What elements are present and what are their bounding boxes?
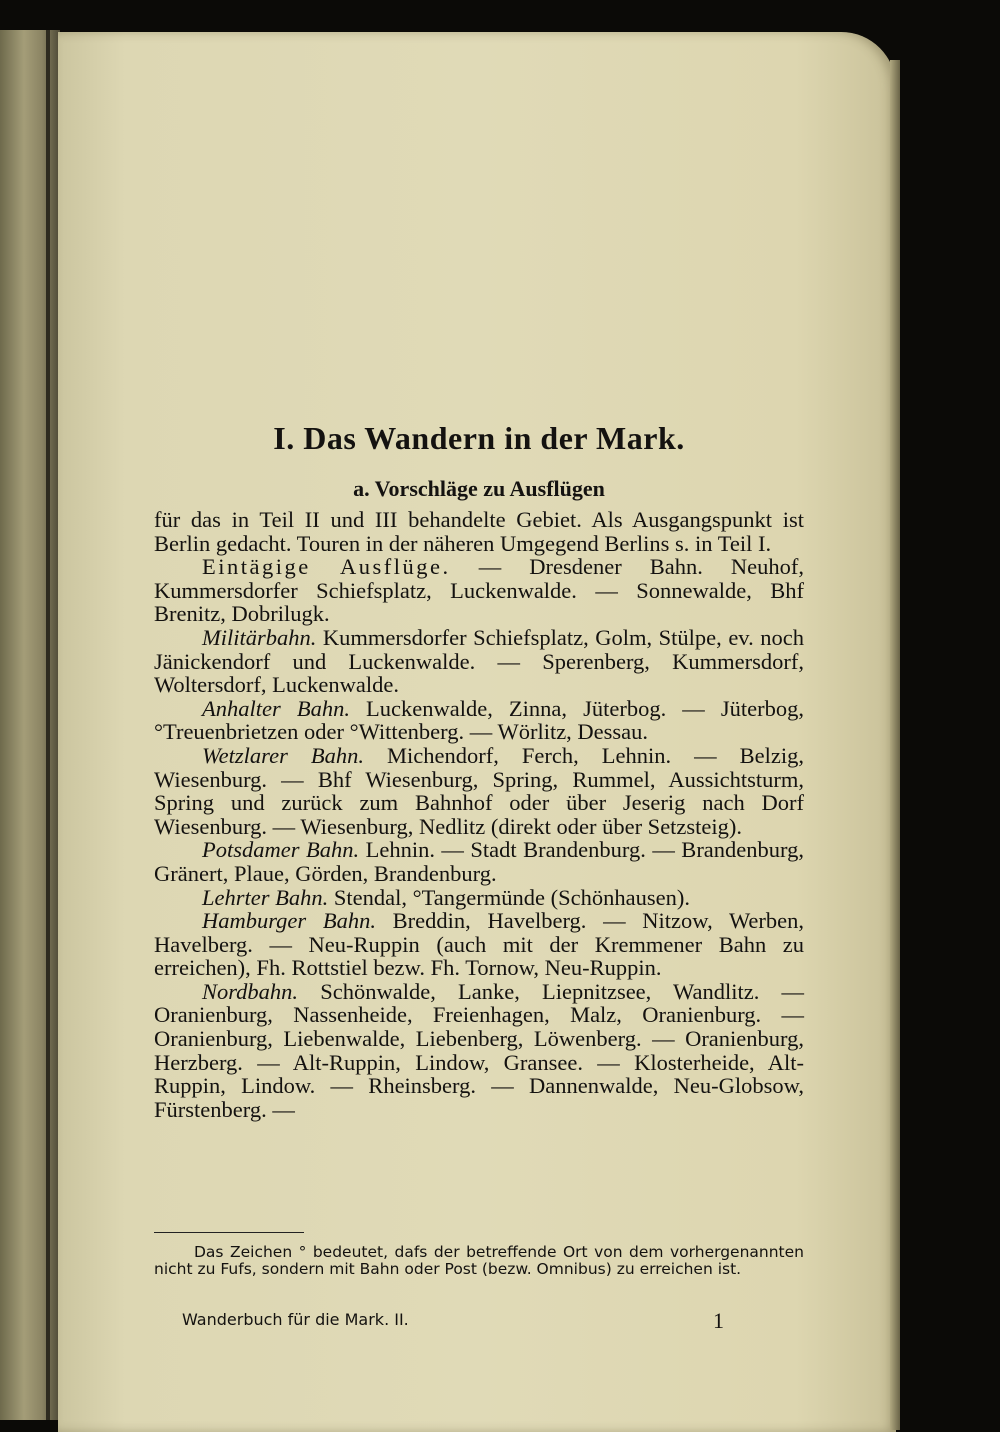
paragraph-lead: Nordbahn. bbox=[202, 978, 299, 1004]
book-page bbox=[58, 32, 896, 1432]
paragraph: Wetzlarer Bahn. Michendorf, Ferch, Lehnin. — Belzig, Wiesenburg. — Bhf Wiesenburg, Spring, Rummel, Aussichtsturm, Spring und zurück zum Bahnhof oder über Jeserig nach Dorf Wiesenburg. — Wiesenburg, Nedlitz (direkt oder über Setzsteig). bbox=[154, 742, 804, 839]
paragraph-intro: für das in Teil II und III behandelte Gebiet. Als Ausgangspunkt ist Berlin gedacht. Touren in der näheren Umgegend Berlins s. in Teil I. bbox=[154, 507, 804, 556]
page-footer bbox=[182, 1308, 804, 1333]
paragraph-lead: Eintägige Ausflüge. bbox=[202, 554, 451, 580]
chapter-heading: I. Das Wandern in der Mark. bbox=[273, 420, 685, 456]
footnote-divider bbox=[154, 1232, 304, 1233]
paragraph: Eintägige Ausflüge. — Dresdener Bahn. Neuhof, Kummersdorfer Schiefsplatz, Luckenwalde. — Sonnewalde, Bhf Brenitz, Dobrilugk. bbox=[154, 554, 804, 627]
paragraph-lead: Wetzlarer Bahn. bbox=[202, 742, 364, 768]
paragraph: Lehrter Bahn. Stendal, °Tangermünde (Schönhausen). bbox=[202, 884, 690, 910]
page-number: 1 bbox=[713, 1308, 724, 1333]
page-edge bbox=[890, 60, 900, 1430]
paragraph: Nordbahn. Schönwalde, Lanke, Liepnitzsee, Wandlitz. — Oranienburg, Nassenheide, Freienhagen, Malz, Oranienburg. — Oranienburg, Liebenwalde, Liebenberg, Löwenberg. — Oranienburg, Herzberg. — Alt-Ruppin, Lindow, Gransee. — Klosterheide, Alt-Ruppin, Lindow. — Rheinsberg. — Dannenwalde, Neu-Globsow, Fürstenberg. — bbox=[154, 978, 804, 1122]
body-text bbox=[154, 508, 804, 1121]
paragraph: Potsdamer Bahn. Lehnin. — Stadt Brandenburg. — Brandenburg, Gränert, Plaue, Görden, Brandenburg. bbox=[154, 837, 804, 886]
paragraph-lead: Militärbahn. bbox=[202, 624, 317, 650]
paragraph-lead: Hamburger Bahn. bbox=[202, 908, 376, 934]
section-heading: a. Vorschläge zu Ausflügen bbox=[353, 476, 605, 501]
paragraph-lead: Potsdamer Bahn. bbox=[202, 837, 360, 863]
paragraph: Anhalter Bahn. Luckenwalde, Zinna, Jüterbog. — Jüterbog, °Treuenbrietzen oder °Wittenberg. — Wörlitz, Dessau. bbox=[154, 695, 805, 745]
paragraph: Hamburger Bahn. Breddin, Havelberg. — Nitzow, Werben, Havelberg. — Neu-Ruppin (auch mit der Kremmener Bahn zu erreichen), Fh. Rottstiel bezw. Fh. Tornow, Neu-Ruppin. bbox=[154, 908, 805, 981]
paragraph-lead: Anhalter Bahn. bbox=[202, 695, 350, 721]
paragraph: Militärbahn. Kummersdorfer Schiefsplatz, Golm, Stülpe, ev. noch Jänickendorf und Luckenwalde. — Sperenberg, Kummersdorf, Woltersdorf, Luckenwalde. bbox=[154, 624, 804, 698]
footnote: Das Zeichen ° bedeutet, dafs der betreffende Ort von dem vorhergenannten nicht zu Fufs, sondern mit Bahn oder Post (bezw. Omnibus) zu erreichen ist. bbox=[154, 1243, 804, 1278]
book-spine bbox=[0, 30, 60, 1420]
running-title: Wanderbuch für die Mark. II. bbox=[182, 1310, 409, 1329]
paragraph-lead: Lehrter Bahn. bbox=[202, 884, 329, 910]
spine-edge bbox=[46, 30, 50, 1420]
